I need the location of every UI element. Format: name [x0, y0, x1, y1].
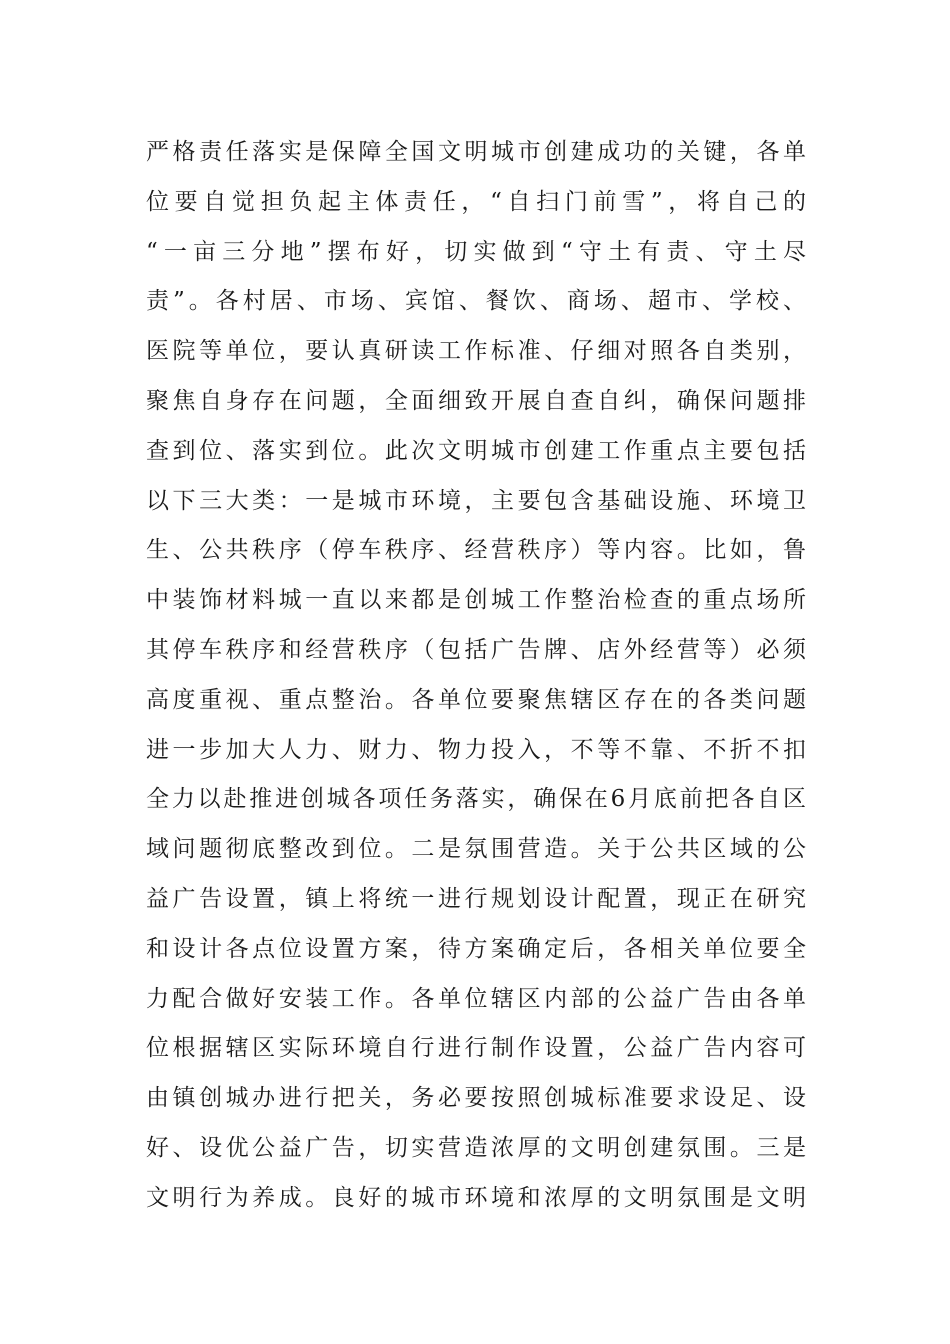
text-line: 力配合做好安装工作。各单位辖区内部的公益广告由各单	[146, 985, 806, 1012]
text-line: 责”。各村居、市场、宾馆、餐饮、商场、超市、学校、	[146, 288, 806, 315]
body-paragraph	[146, 128, 806, 1224]
text-line: 位要自觉担负起主体责任，“自扫门前雪”，将自己的	[146, 188, 806, 215]
text-line: 医院等单位，要认真研读工作标准、仔细对照各自类别，	[146, 338, 806, 365]
text-line: 以下三大类：一是城市环境，主要包含基础设施、环境卫	[146, 487, 806, 514]
text-line: 好、设优公益广告，切实营造浓厚的文明创建氛围。三是	[146, 1134, 806, 1161]
text-line: 聚焦自身存在问题，全面细致开展自查自纠，确保问题排	[146, 387, 806, 414]
text-line: “一亩三分地”摆布好，切实做到“守土有责、守土尽	[146, 238, 806, 265]
text-line: 其停车秩序和经营秩序（包括广告牌、店外经营等）必须	[146, 636, 806, 663]
text-line: 域问题彻底整改到位。二是氛围营造。关于公共区域的公	[146, 836, 806, 863]
text-line: 由镇创城办进行把关，务必要按照创城标准要求设足、设	[146, 1085, 806, 1112]
text-line: 高度重视、重点整治。各单位要聚焦辖区存在的各类问题	[146, 686, 806, 713]
text-line: 益广告设置，镇上将统一进行规划设计配置，现正在研究	[146, 885, 806, 912]
text-line: 和设计各点位设置方案，待方案确定后，各相关单位要全	[146, 935, 806, 962]
text-line: 查到位、落实到位。此次文明城市创建工作重点主要包括	[146, 437, 806, 464]
text-line: 中装饰材料城一直以来都是创城工作整治检查的重点场所	[146, 587, 806, 614]
text-line: 全力以赴推进创城各项任务落实，确保在6月底前把各自区	[146, 786, 806, 813]
text-line: 进一步加大人力、财力、物力投入，不等不靠、不折不扣	[146, 736, 806, 763]
text-line: 位根据辖区实际环境自行进行制作设置，公益广告内容可	[146, 1035, 806, 1062]
text-line: 生、公共秩序（停车秩序、经营秩序）等内容。比如，鲁	[146, 537, 806, 564]
text-line: 文明行为养成。良好的城市环境和浓厚的文明氛围是文明	[146, 1184, 806, 1211]
text-line: 严格责任落实是保障全国文明城市创建成功的关键，各单	[146, 139, 806, 165]
